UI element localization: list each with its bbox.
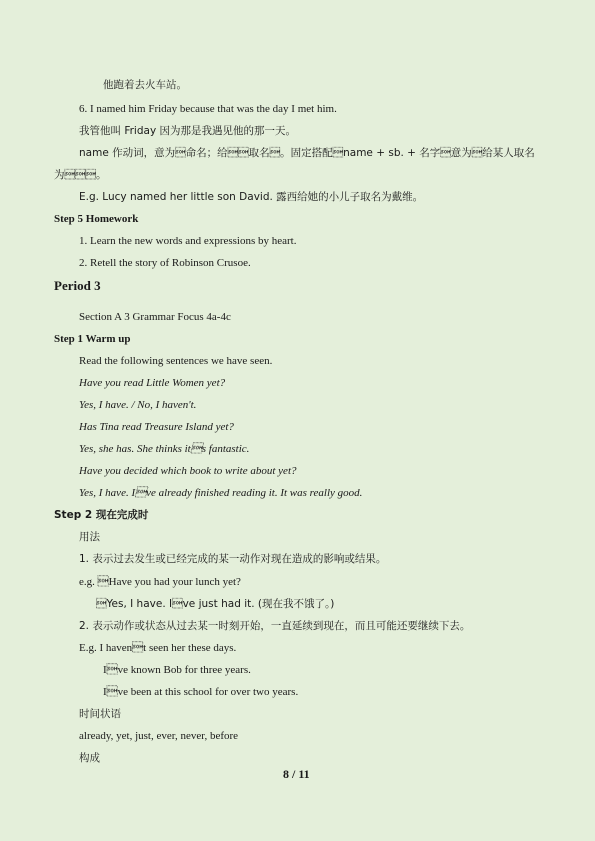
example-sentence: Have you decided which book to write about yet? bbox=[79, 465, 297, 477]
text-line: Read the following sentences we have seen. bbox=[79, 355, 273, 367]
text-line: e.g. Have you had your lunch yet? bbox=[79, 576, 241, 588]
text-line: 构成 bbox=[79, 752, 100, 764]
text-line: name 作动词，意为命名；给取名。固定搭配name + sb. + 名字意为给某人取名 bbox=[79, 147, 535, 159]
text-line: 6. I named him Friday because that was the day I met him. bbox=[79, 103, 337, 115]
page-number: 8 / 11 bbox=[283, 767, 310, 781]
text-line: 我管他叫 Friday 因为那是我遇见他的那一天。 bbox=[79, 125, 296, 137]
text-line: Ive known Bob for three years. bbox=[103, 664, 251, 676]
text-line: already, yet, just, ever, never, before bbox=[79, 730, 239, 742]
text-line: 2. 表示动作或状态从过去某一时刻开始，一直延续到现在，而且可能还要继续下去。 bbox=[79, 620, 471, 632]
text-line: 2. Retell the story of Robinson Crusoe. bbox=[79, 257, 251, 269]
text-line: E.g. Lucy named her little son David. 露西给她的小儿子取名为戴维。 bbox=[79, 191, 424, 203]
text-line: 时间状语 bbox=[79, 708, 121, 720]
text-line: Section A 3 Grammar Focus 4a-4c bbox=[79, 311, 231, 323]
text-line: Ive been at this school for over two years. bbox=[103, 686, 299, 698]
text-line: Yes, I have. Ive just had it. (现在我不饿了。) bbox=[96, 598, 335, 610]
step-heading: Step 2 现在完成时 bbox=[54, 509, 149, 521]
example-sentence: Yes, she has. She thinks its fantastic. bbox=[79, 443, 250, 455]
step-heading: Step 1 Warm up bbox=[54, 333, 131, 345]
step-heading: Step 5 Homework bbox=[54, 213, 139, 225]
text-line: 为。 bbox=[54, 169, 107, 181]
example-sentence: Yes, I have. / No, I haven't. bbox=[79, 399, 197, 411]
example-sentence: Have you read Little Women yet? bbox=[79, 377, 226, 389]
text-line: E.g. I havent seen her these days. bbox=[79, 642, 237, 654]
example-sentence: Yes, I have. Ive already finished reading it. It was really good. bbox=[79, 487, 363, 499]
example-sentence: Has Tina read Treasure Island yet? bbox=[79, 421, 234, 433]
text-line: 用法 bbox=[79, 531, 100, 543]
text-line: 1. 表示过去发生或已经完成的某一动作对现在造成的影响或结果。 bbox=[79, 553, 387, 565]
text-line: 1. Learn the new words and expressions by heart. bbox=[79, 235, 297, 247]
text-line: 他跑着去火车站。 bbox=[103, 79, 187, 91]
period-heading: Period 3 bbox=[54, 278, 101, 293]
